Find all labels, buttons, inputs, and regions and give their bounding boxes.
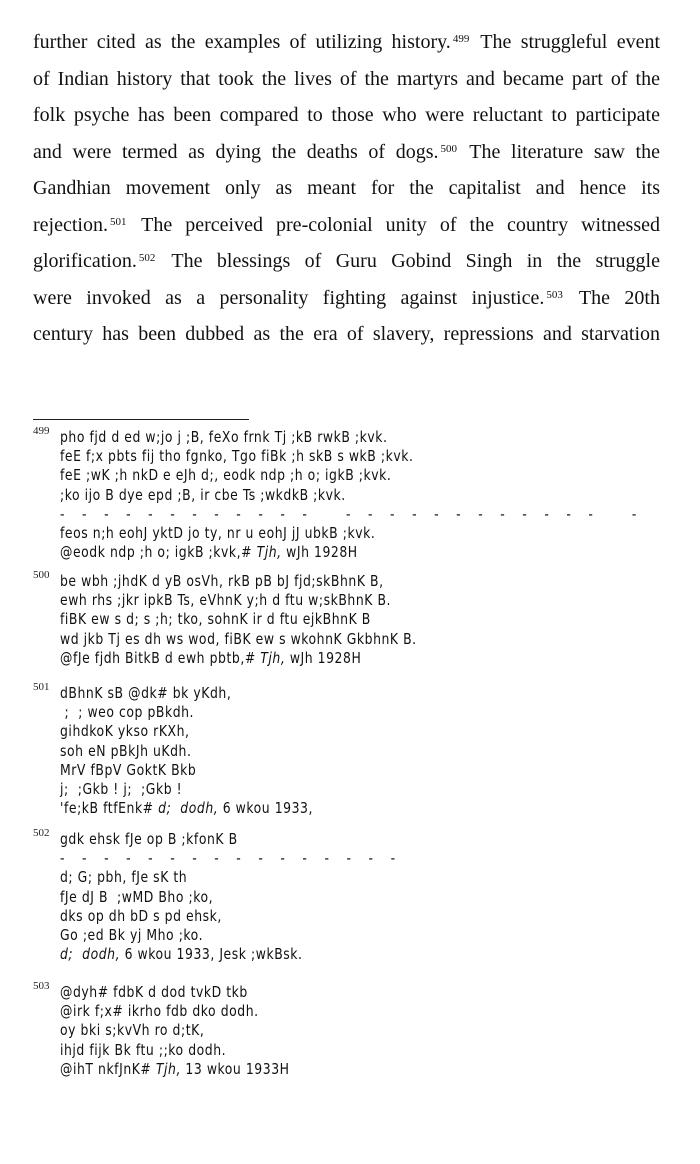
body-text-segment: were invoked as a personality fighting against injustice. (33, 286, 545, 309)
footnote-line (60, 1060, 290, 1079)
footnote-text: ihjd fijk Bk ftu ;;ko dodh. (60, 1040, 227, 1059)
footnote-reference[interactable]: 500 (440, 142, 458, 155)
footnote-line (60, 1041, 290, 1060)
footnote-text: gihdkoK ykso rKXh, (60, 722, 190, 741)
body-text-segment: glorification. (33, 250, 137, 272)
footnote-line (60, 543, 643, 562)
footnote-text: - - - - - - - - - - - - - - - - (60, 849, 402, 868)
footnote-line (60, 447, 643, 466)
footnote-line (60, 830, 402, 849)
footnote-number: 501 (33, 681, 50, 693)
footnote-source-title: d; dodh, (60, 945, 121, 964)
footnote-line (60, 649, 417, 668)
footnote-text: be wbh ;jhdK d yB osVh, rkB pB bJ fjd;skBhnK B, (60, 572, 384, 590)
body-line (33, 97, 660, 134)
body-text-segment: folk psyche has been compared to those who were reluctant to participate (33, 104, 660, 126)
footnote-text: ;ko ijo B dye epd ;B, ir cbe Ts ;wkdkB ;kvk. (60, 485, 346, 504)
footnote-lines (60, 830, 432, 964)
footnote-text: gdk ehsk fJe op B ;kfonK B (60, 830, 238, 848)
footnote-dash-separator (60, 505, 643, 524)
footnote-reference[interactable]: 499 (452, 33, 470, 45)
footnote-text: ewh rhs ;jkr ipkB Ts, eVhnK y;h d ftu w;skBhnK B. (60, 591, 392, 610)
footnote-number: 503 (33, 980, 50, 992)
footnote-citation-date: 6 wkou 1933, (218, 799, 313, 818)
body-line (33, 170, 660, 207)
footnote-text: dBhnK sB @dk# bk yKdh, (60, 684, 232, 702)
footnote-text: j; ;Gkb ! j; ;Gkb ! (60, 780, 183, 799)
body-line (33, 207, 660, 244)
footnote-line (60, 761, 313, 780)
footnote-text: fiBK ew s d; s ;h; tko, sohnK ir d ftu ejkBhnK B (60, 610, 371, 629)
footnote-text: @irk f;x# ikrho fdb dko dodh. (60, 1002, 259, 1021)
body-text-segment: The 20th (564, 286, 660, 309)
footnote-line (60, 524, 643, 543)
footnote-text: @dyh# fdbK d dod tvkD tkb (60, 983, 248, 1001)
body-text-segment: and were termed as dying the deaths of dogs. (33, 140, 439, 163)
footnote-text: @eodk ndp ;h o; igkB ;kvk,# (60, 543, 257, 562)
footnote-line (60, 926, 402, 945)
body-line (33, 24, 660, 61)
footnote-text: feE ;wK ;h nkD e eJh d;, eodk ndp ;h o; igkB ;kvk. (60, 466, 392, 485)
footnote-number: 499 (33, 425, 50, 437)
footnote-source-title: d; dodh, (158, 799, 219, 818)
body-text-segment: The struggleful event (471, 31, 660, 53)
footnote-text: @ihT nkfJnK# (60, 1059, 156, 1078)
footnote-source-title: Tjh, (155, 1059, 181, 1078)
footnote-text: MrV fBpV GoktK Bkb (60, 760, 197, 779)
body-text-segment: rejection. (33, 213, 108, 236)
footnote-separator-rule (33, 419, 249, 420)
footnote-line (60, 1021, 290, 1040)
footnote-line (60, 907, 402, 926)
footnote-citation-date: 13 wkou 1933H (180, 1059, 290, 1078)
footnote-text: soh eN pBkJh uKdh. (60, 741, 192, 760)
body-line (33, 243, 660, 280)
footnote-reference[interactable]: 503 (546, 288, 563, 301)
footnote-text: ; ; weo cop pBkdh. (60, 703, 195, 722)
footnote-text: fJe dJ B ;wMD Bho ;ko, (60, 887, 214, 906)
footnote-lines (60, 572, 448, 668)
footnote-line (60, 630, 417, 649)
footnote-source-title: Tjh, (260, 648, 286, 667)
footnote-number: 502 (33, 827, 50, 839)
body-text-segment: Gandhian movement only as meant for the capitalist and hence its (33, 177, 660, 199)
footnote-line (60, 610, 417, 629)
footnote-number: 500 (33, 569, 50, 581)
body-paragraph (33, 24, 660, 353)
footnote-text: @fJe fjdh BitkB d ewh pbtb,# (60, 648, 261, 667)
footnote-text: pho fjd d ed w;jo j ;B, feXo frnk Tj ;kB rwkB ;kvk. (60, 428, 388, 446)
footnote-text: d; G; pbh, fJe sK th (60, 868, 188, 887)
footnote-line (60, 868, 402, 887)
footnote-line (60, 591, 417, 610)
footnote-text: wd jkb Tj es dh ws wod, fiBK ew s wkohnK GkbhnK B. (60, 629, 417, 648)
footnote-text: 'fe;kB ftfEnk# (60, 799, 159, 818)
footnote-text: - - - - - - - - - - - - - - - - - - - - - - - - - (60, 504, 644, 523)
footnote-reference[interactable]: 501 (109, 215, 127, 228)
footnote-dash-separator (60, 849, 402, 868)
footnote-lines (60, 428, 694, 562)
footnote-line (60, 466, 643, 485)
body-text-segment: The perceived pre-colonial unity of the country witnessed (128, 213, 660, 236)
body-text-segment: further cited as the examples of utilizing history. (33, 31, 451, 53)
footnote-text: Go ;ed Bk yj Mho ;ko. (60, 926, 204, 945)
footnote-citation-date: wJh 1928H (281, 543, 358, 562)
footnote-text: feE f;x pbts fij tho fgnko, Tgo fiBk ;h skB s wkB ;kvk. (60, 447, 414, 466)
footnote-line (60, 428, 643, 447)
footnote-line (60, 799, 313, 818)
footnote-text: oy bki s;kvVh ro d;tK, (60, 1021, 205, 1040)
footnote-line (60, 722, 313, 741)
footnote-citation-date: wJh 1928H (285, 648, 362, 667)
footnote-line (60, 486, 643, 505)
footnote-line (60, 780, 313, 799)
footnote-text: feos n;h eohJ yktD jo ty, nr u eohJ jJ ubkB ;kvk. (60, 524, 376, 543)
body-line (33, 61, 660, 98)
body-line (33, 280, 660, 317)
footnote-line (60, 742, 313, 761)
footnote-source-title: Tjh, (256, 543, 282, 562)
footnote-lines (60, 983, 310, 1079)
footnote-lines (60, 684, 335, 818)
body-text-segment: The blessings of Guru Gobind Singh in the struggle (157, 250, 660, 272)
footnote-line (60, 888, 402, 907)
body-line (33, 316, 660, 353)
footnote-line (60, 684, 313, 703)
footnote-line (60, 983, 290, 1002)
footnote-citation-date: 6 wkou 1933, Jesk ;wkBsk. (120, 945, 303, 964)
footnote-text: dks op dh bD s pd ehsk, (60, 906, 222, 925)
body-text-segment: century has been dubbed as the era of slavery, repressions and starvation (33, 323, 660, 345)
footnote-line (60, 572, 417, 591)
body-text-segment: The literature saw the (459, 140, 660, 163)
footnote-line (60, 945, 402, 964)
footnote-line (60, 1002, 290, 1021)
body-line (33, 134, 660, 171)
body-text-segment: of Indian history that took the lives of the martyrs and became part of the (33, 67, 660, 90)
footnote-line (60, 703, 313, 722)
footnote-reference[interactable]: 502 (138, 252, 156, 264)
